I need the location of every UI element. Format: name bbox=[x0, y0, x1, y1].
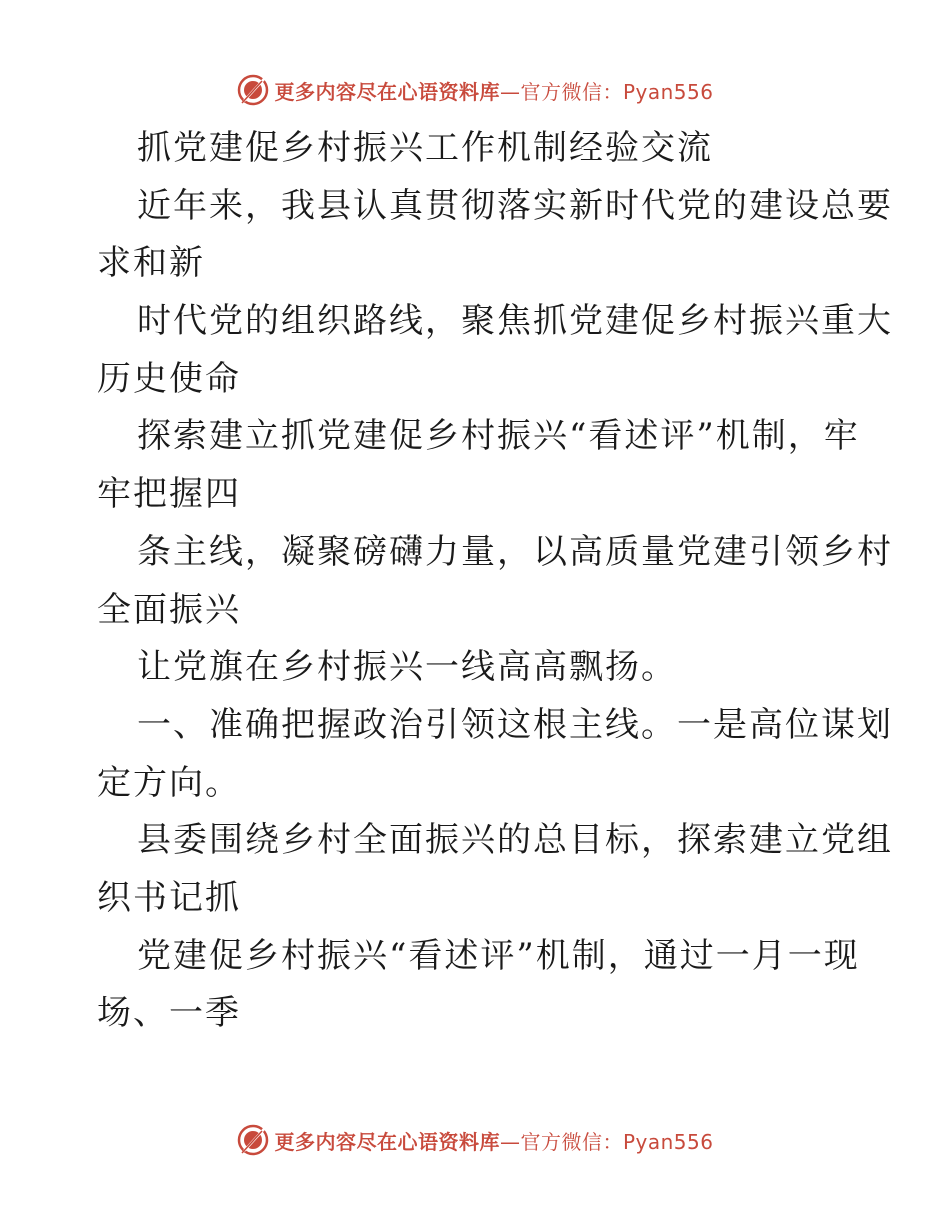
banner-text: 更多内容尽在心语资料库—官方微信：Pyan556 bbox=[274, 1129, 714, 1154]
paragraph-line: 条主线，凝聚磅礴力量，以高质量党建引领乡村 bbox=[137, 531, 893, 572]
paragraph-line: 全面振兴 bbox=[97, 589, 241, 630]
paragraph-line: 探索建立抓党建促乡村振兴“看述评”机制，牢 bbox=[137, 416, 860, 457]
paragraph-line: 求和新 bbox=[97, 243, 205, 284]
paragraph-line: 让党旗在乡村振兴一线高高飘扬。 bbox=[137, 647, 677, 688]
quill-logo-icon bbox=[236, 1123, 270, 1157]
banner-text: 更多内容尽在心语资料库—官方微信：Pyan556 bbox=[274, 79, 714, 104]
paragraph-line: 定方向。 bbox=[97, 762, 241, 803]
paragraph-line: 牢把握四 bbox=[97, 474, 241, 515]
paragraph-line: 近年来，我县认真贯彻落实新时代党的建设总要 bbox=[137, 185, 893, 226]
document-body bbox=[97, 120, 893, 1043]
paragraph-line: 县委围绕乡村全面振兴的总目标，探索建立党组 bbox=[137, 820, 893, 861]
paragraph-line: 历史使命 bbox=[97, 358, 241, 399]
section-heading-line: 一、准确把握政治引领这根主线。一是高位谋划 bbox=[137, 704, 893, 745]
header-watermark bbox=[0, 68, 950, 112]
paragraph-line: 织书记抓 bbox=[97, 877, 241, 918]
paragraph-line: 时代党的组织路线，聚焦抓党建促乡村振兴重大 bbox=[137, 301, 893, 342]
document-title: 抓党建促乡村振兴工作机制经验交流 bbox=[137, 128, 713, 168]
quill-logo-icon bbox=[236, 73, 270, 107]
paragraph-line: 党建促乡村振兴“看述评”机制，通过一月一现 bbox=[137, 935, 860, 976]
paragraph-line: 场、一季 bbox=[97, 993, 241, 1034]
footer-watermark bbox=[0, 1118, 950, 1162]
